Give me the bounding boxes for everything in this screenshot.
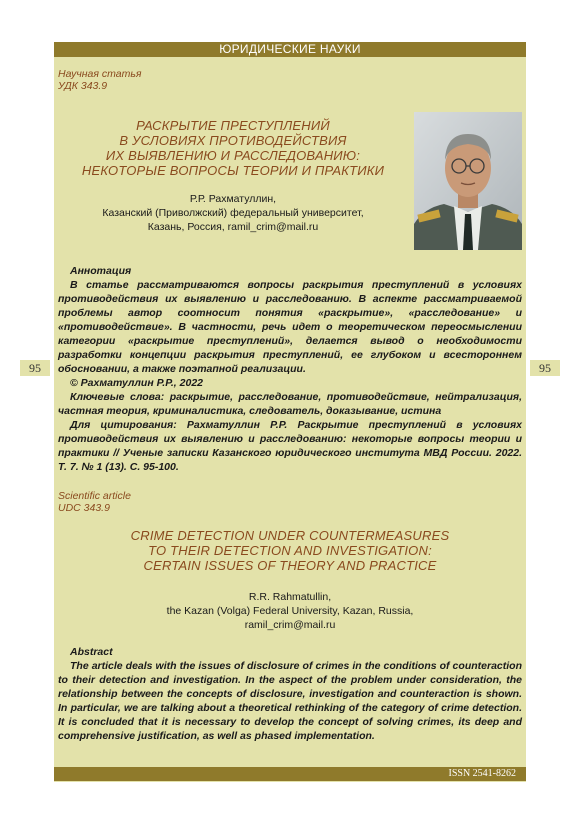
ru-author-block <box>58 192 408 234</box>
en-author-email: ramil_crim@mail.ru <box>244 619 336 631</box>
en-abstract-heading: Abstract <box>70 646 113 658</box>
en-author-name: R.R. Rahmatullin, <box>248 591 332 603</box>
en-title <box>58 528 522 573</box>
en-udc: UDC 343.9 <box>58 502 110 514</box>
section-header: ЮРИДИЧЕСКИЕ НАУКИ <box>54 42 526 57</box>
en-author-affiliation: the Kazan (Volga) Federal University, Kazan, Russia, <box>166 605 414 617</box>
ru-annotation-block <box>58 264 522 474</box>
en-author-block <box>58 590 522 632</box>
ru-article-type: Научная статья <box>58 68 142 80</box>
en-title-line: CRIME DETECTION UNDER COUNTERMEASURES <box>130 528 450 543</box>
en-title-line: CERTAIN ISSUES OF THEORY AND PRACTICE <box>143 558 437 573</box>
ru-keywords: Ключевые слова: раскрытие, расследование, противодействие, нейтрализация, частная теория, криминалистика, следователь, доказывание, истина <box>58 391 522 417</box>
ru-title-line: ИХ ВЫЯВЛЕНИЮ И РАССЛЕДОВАНИЮ: <box>105 148 361 163</box>
ru-citation: Для цитирования: Рахматуллин Р.Р. Раскрытие преступлений в условиях противодействия их выявлению и расследованию: некоторые вопросы теории и практики // Ученые записки Казанского юридического института МВД России. 2022. Т. 7. № 1 (13). С. 95-100. <box>58 419 522 473</box>
ru-author-name: Р.Р. Рахматуллин, <box>189 193 277 205</box>
en-abstract-block <box>58 645 522 743</box>
ru-author-location: Казань, Россия, ramil_crim@mail.ru <box>147 221 319 233</box>
ru-copyright: © Рахматуллин Р.Р., 2022 <box>70 377 204 389</box>
ru-author-affiliation: Казанский (Приволжский) федеральный университет, <box>102 207 364 219</box>
ru-udc: УДК 343.9 <box>58 80 108 92</box>
issn-label: ISSN 2541-8262 <box>448 768 516 779</box>
ru-annotation-heading: Аннотация <box>70 265 132 277</box>
footer-bar <box>54 767 526 781</box>
en-title-line: TO THEIR DETECTION AND INVESTIGATION: <box>148 543 432 558</box>
en-article-type: Scientific article <box>58 490 131 502</box>
ru-title-line: НЕКОТОРЫЕ ВОПРОСЫ ТЕОРИИ И ПРАКТИКИ <box>81 163 385 178</box>
ru-title <box>58 118 408 178</box>
page-number-left: 95 <box>20 360 50 376</box>
ru-title-line: В УСЛОВИЯХ ПРОТИВОДЕЙСТВИЯ <box>119 133 347 148</box>
author-photo <box>414 112 522 250</box>
ru-title-line: РАСКРЫТИЕ ПРЕСТУПЛЕНИЙ <box>136 118 330 133</box>
en-abstract-text: The article deals with the issues of disclosure of crimes in the conditions of counteraction to their detection and investigation. In the aspect of the problem under consideration, the relationship between the concepts of disclosure, investigation and counteraction is shown. In particular, we are talking about a theoretical rethinking of the category of crime detection. It is concluded that it is necessary to develop the concept of solving crimes, its deep and comprehensive justification, as well as phased implementation. <box>58 660 522 742</box>
page-number-right: 95 <box>530 360 560 376</box>
ru-annotation-text: В статье рассматриваются вопросы раскрытия преступлений в условиях противодействия их выявлению и расследованию. В аспекте рассматриваемой проблемы автор соотносит понятия «раскрытие», «расследование» и «противодействие». В частности, речь идет о теоретическом переосмыслении категории «раскрытие преступлений», делается вывод о необходимости разработки концепции раскрытия преступлений, ее глубоком и всестороннем обосновании, а также поэтапной реализации. <box>58 279 522 375</box>
